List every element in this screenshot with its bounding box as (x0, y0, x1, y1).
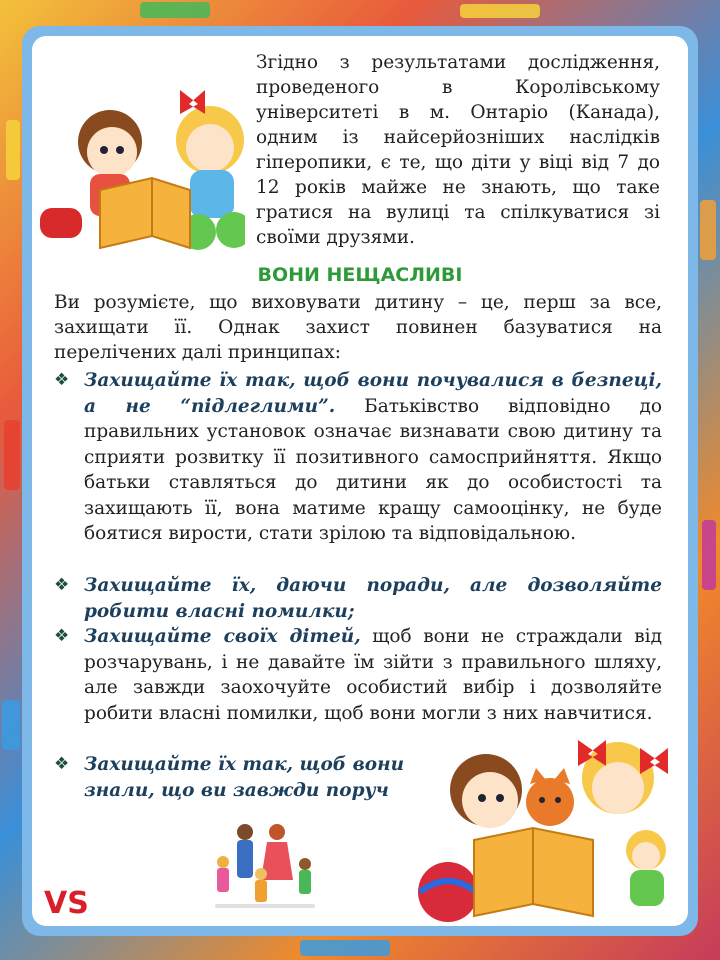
confetti-piece (6, 120, 20, 180)
principle-connector: , а не (84, 370, 662, 417)
principle-item-4 (54, 752, 434, 803)
principle-emphasis: “підлеглими”. (180, 395, 336, 417)
confetti-piece (2, 700, 20, 750)
diamond-bullet-icon: ❖ (54, 626, 70, 646)
principle-emphasis: Захищайте їх так, щоб вони почувалися в безпеці (84, 370, 656, 391)
diamond-bullet-icon: ❖ (54, 754, 70, 774)
principle-body: Батьківство відповідно до правильних установок означає визнавати свою дитину та сприяти розвитку її позитивного самосприйняття. Якщо батьки ставляться до дитини як до особистості та захищають її, вона матиме кращу самооцінку, не буде боятися вирости, стати зрілою та відповідальною. (84, 395, 662, 544)
principle-body: щоб вони не страждали від розчарувань, і не давайте їм зійти з правильного шляху, але завжди заохочуйте особистий вибір і дозволяйте робити власні помилки, щоб вони могли з них навчитися. (84, 626, 662, 724)
diamond-bullet-icon: ❖ (54, 575, 70, 595)
principle-text (84, 573, 662, 624)
confetti-piece (300, 940, 390, 956)
principle-emphasis: знали, що ви завжди поруч (84, 779, 389, 801)
confetti-piece (4, 420, 20, 490)
principle-item-3 (54, 624, 662, 726)
diamond-bullet-icon: ❖ (54, 370, 70, 390)
signature-logo: VS (44, 886, 89, 921)
lead-paragraph: Ви розумієте, що виховувати дитину – це, перш за все, захищати її. Однак захист повинен базуватися на перелічених далі принципах: (54, 292, 662, 363)
confetti-piece (140, 2, 210, 18)
principle-emphasis: Захищайте їх так, щоб вони (84, 754, 405, 775)
two-children-reading-illustration (30, 40, 245, 250)
section-heading: ВОНИ НЕЩАСЛИВІ (257, 264, 463, 286)
children-with-cat-reading-illustration (418, 720, 688, 925)
family-group-illustration (205, 818, 325, 913)
principle-text (84, 368, 662, 547)
intro-paragraph: Згідно з результатами дослідження, проведеного в Королівському університеті в м. Онтаріо (Канада), одним із найсерйозніших наслідків гіперопики, є те, що діти у віці від 7 до 12 років майже не знають, що таке гратися на вулиці та спілкуватися зі своїми друзями. (256, 52, 660, 248)
principle-emphasis: Захищайте їх, даючи поради, але дозволяйте робити власні помилки; (84, 575, 662, 622)
principle-text (84, 752, 434, 803)
confetti-piece (700, 200, 716, 260)
confetti-piece (460, 4, 540, 18)
principle-item-1 (54, 368, 662, 547)
principle-text (84, 624, 662, 726)
principle-emphasis: Захищайте своїх дітей, (84, 626, 361, 647)
confetti-piece (702, 520, 716, 590)
principle-item-2 (54, 573, 662, 624)
